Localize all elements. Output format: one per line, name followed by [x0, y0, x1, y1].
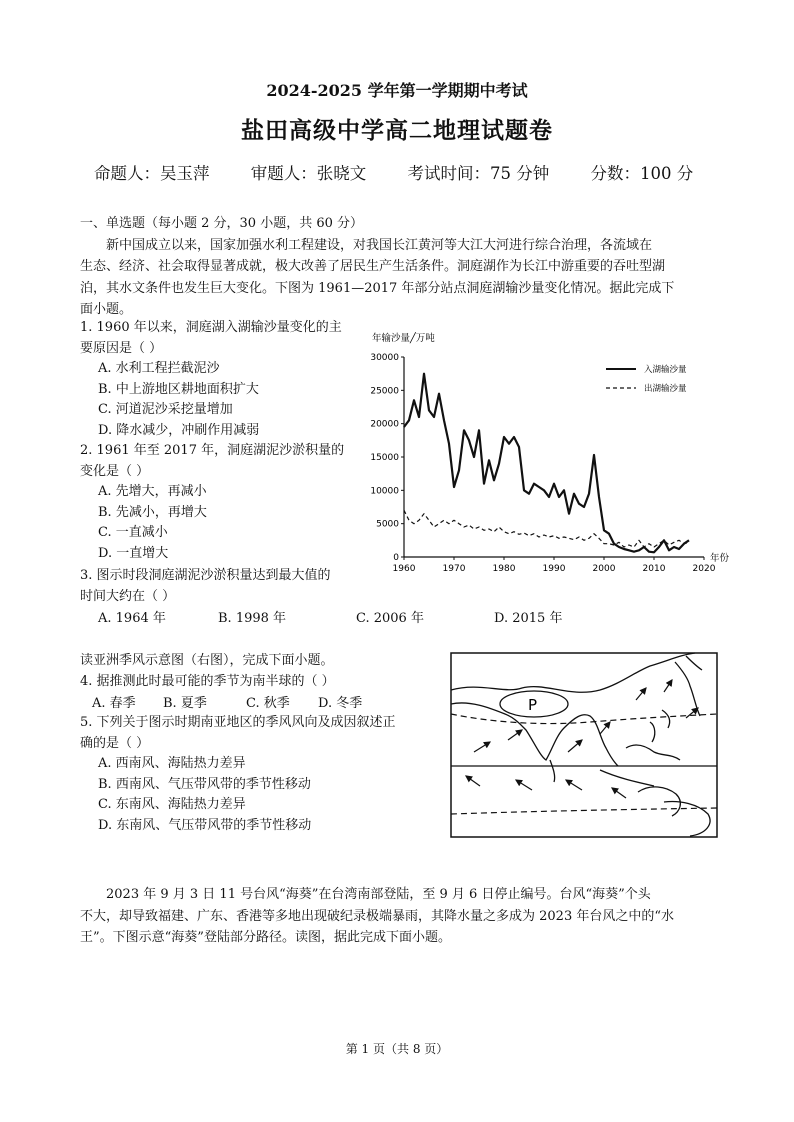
sediment-chart	[364, 325, 744, 580]
y-tick-label: 0	[393, 553, 399, 563]
paper-title: 盐田高级中学高二地理试题卷	[241, 117, 553, 144]
monsoon-section	[80, 651, 335, 692]
option-b[interactable]: B. 中上游地区耕地面积扩大	[98, 381, 259, 397]
option-d[interactable]: D. 降水减少，冲刷作用减弱	[98, 422, 260, 438]
intro-line: 新中国成立以来，国家加强水利工程建设，对我国长江黄河等大江大河进行综合治理，各流域在	[106, 237, 653, 253]
question-stem: 3. 图示时段洞庭湖泥沙淤积量达到最大值的	[80, 568, 331, 583]
question-stem: 要原因是（ ）	[80, 340, 163, 356]
x-tick-label: 1980	[492, 564, 516, 574]
legend-label-inflow: 入湖输沙量	[644, 365, 687, 375]
question-stem: 时间大约在（ ）	[80, 588, 176, 604]
y-tick-label: 25000	[370, 386, 399, 397]
y-tick-label: 30000	[370, 353, 399, 363]
total-score: 分数：100 分	[590, 164, 694, 183]
y-tick-label: 5000	[376, 519, 399, 530]
option-c[interactable]: C. 2006 年	[356, 611, 424, 626]
page-number: 第 1 页（共 8 页）	[345, 1042, 449, 1056]
option-b[interactable]: B. 西南风、气压带风带的季节性移动	[98, 776, 311, 792]
intro-line: 泊，其水文条件也发生巨大变化。下图为 1961—2017 年部分站点洞庭湖输沙量变化情况。据此完成下	[80, 280, 675, 296]
option-c[interactable]: C. 一直减小	[98, 525, 168, 540]
question-3	[80, 566, 331, 607]
series-inflow-line	[404, 374, 689, 553]
reviewer: 审题人：张晓文	[250, 164, 367, 183]
question-5	[80, 713, 396, 836]
x-tick-label: 2020	[692, 564, 716, 574]
option-c[interactable]: C. 东南风、海陆热力差异	[98, 797, 246, 812]
question-4-stem: 4. 据推测此时最可能的季节为南半球的（ ）	[80, 673, 335, 689]
question-stem: 确的是（ ）	[80, 735, 150, 751]
x-tick-label: 1960	[392, 564, 416, 574]
question-stem: 1. 1960 年以来，洞庭湖入湖输沙量变化的主	[80, 320, 342, 335]
question-stem: 变化是（ ）	[80, 463, 150, 479]
monsoon-intro: 读亚洲季风示意图（右图），完成下面小题。	[80, 653, 334, 668]
exam-time: 考试时间：75 分钟	[407, 164, 550, 183]
passage-line: 王”。下图示意“海葵”登陆部分路径。读图，据此完成下面小题。	[80, 930, 451, 945]
passage-line: 2023 年 9 月 3 日 11 号台风“海葵”在台湾南部登陆，至 9 月 6 日停止编号。台风“海葵”个头	[106, 887, 651, 902]
passage-line: 不大，却导致福建、广东、香港等多地出现破纪录极端暴雨，其降水量之多成为 2023 年台风之中的“水	[80, 908, 674, 924]
option-a[interactable]: A. 水利工程拦截泥沙	[98, 361, 220, 376]
legend-label-outflow: 出湖输沙量	[644, 384, 687, 394]
option-d[interactable]: D. 2015 年	[494, 611, 563, 626]
section-1	[80, 213, 720, 321]
q4-option-a[interactable]: A. 春季	[92, 696, 136, 711]
pressure-label: P	[528, 696, 538, 714]
exam-title: 2024-2025 学年第一学期期中考试	[266, 81, 528, 100]
exam-meta	[94, 160, 693, 184]
setter: 命题人：吴玉萍	[94, 164, 210, 183]
intro-line: 生态、经济、社会取得显著成就，极大改善了居民生产生活条件。洞庭湖作为长江中游重要的吞吐型湖	[80, 259, 666, 274]
question-1	[80, 318, 342, 441]
option-b[interactable]: B. 1998 年	[218, 611, 287, 626]
typhoon-passage	[80, 884, 720, 949]
option-a[interactable]: A. 先增大，再减小	[98, 484, 207, 499]
series-outflow-line	[404, 510, 689, 547]
y-tick-label: 10000	[370, 486, 399, 497]
intro-line: 面小题。	[80, 302, 133, 317]
x-tick-label: 2010	[642, 564, 666, 574]
option-d[interactable]: D. 一直增大	[98, 545, 169, 561]
q4-option-c[interactable]: C. 秋季	[246, 696, 290, 711]
q4-option-b[interactable]: B. 夏季	[163, 696, 207, 711]
y-tick-label: 15000	[370, 453, 399, 463]
option-a[interactable]: A. 1964 年	[98, 611, 166, 626]
y-axis-label: 年输沙量╱万吨	[372, 333, 435, 344]
x-tick-label: 2000	[592, 564, 616, 574]
option-c[interactable]: C. 河道泥沙采挖量增加	[98, 402, 233, 417]
x-tick-label: 1990	[542, 564, 566, 574]
question-2	[80, 441, 344, 564]
y-tick-label: 20000	[370, 419, 399, 430]
option-b[interactable]: B. 先减小，再增大	[98, 504, 207, 520]
monsoon-map	[450, 652, 718, 838]
option-d[interactable]: D. 东南风、气压带风带的季节性移动	[98, 817, 312, 833]
question-stem: 5. 下列关于图示时期南亚地区的季风风向及成因叙述正	[80, 715, 396, 730]
option-a[interactable]: A. 西南风、海陆热力差异	[98, 756, 246, 771]
x-axis-label: 年份	[710, 553, 730, 564]
question-stem: 2. 1961 年至 2017 年，洞庭湖泥沙淤积量的	[80, 443, 345, 458]
x-tick-label: 1970	[442, 564, 466, 574]
section-heading: 一、单选题（每小题 2 分，30 小题，共 60 分）	[80, 216, 364, 231]
q4-option-d[interactable]: D. 冬季	[318, 696, 363, 711]
